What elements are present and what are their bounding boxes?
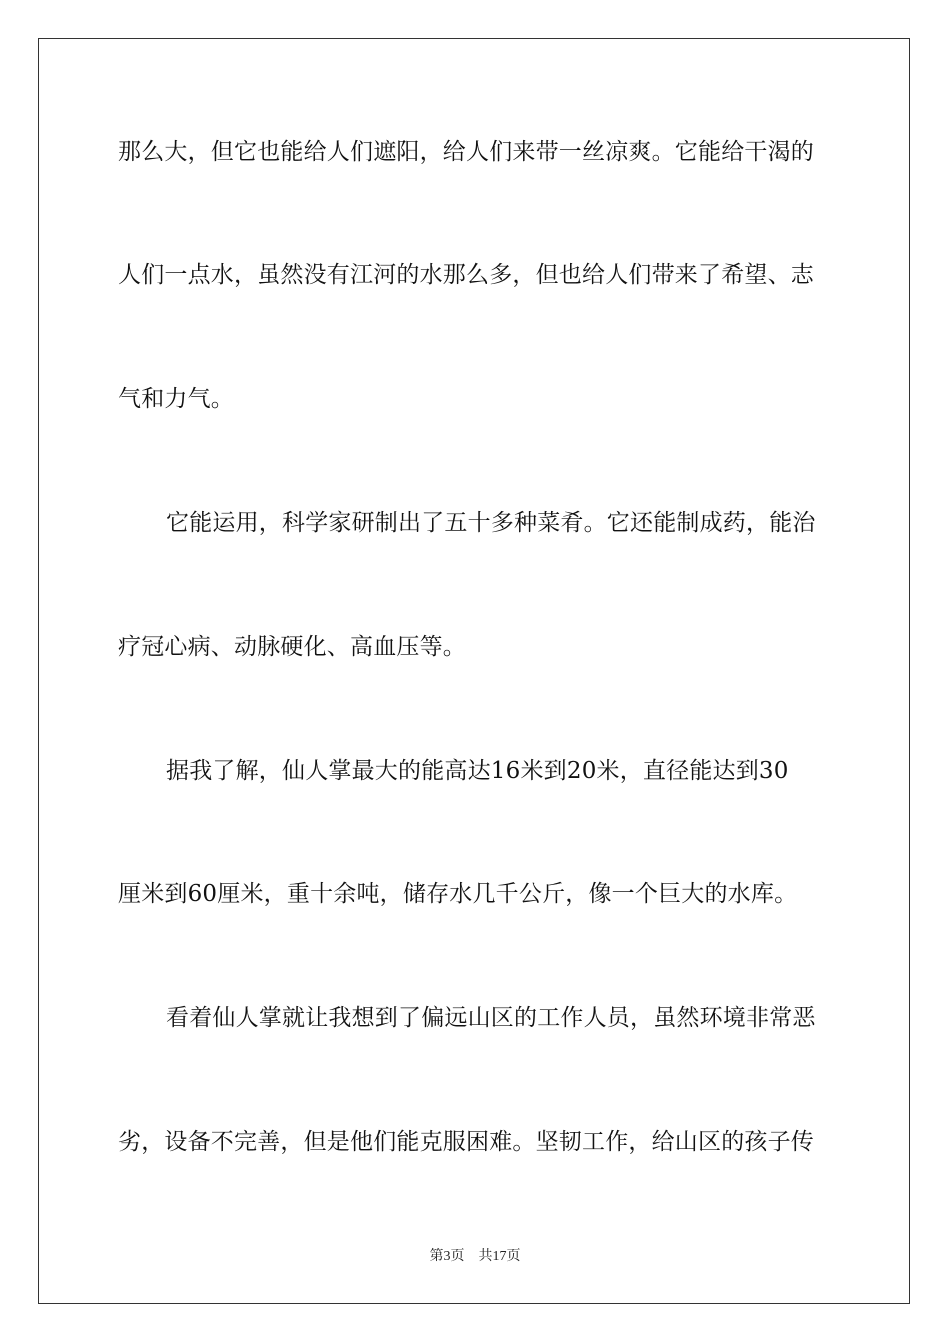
page-border xyxy=(38,38,910,1304)
text-line-8: 看着仙人掌就让我想到了偏远山区的工作人员，虽然环境非常恶 xyxy=(166,1005,816,1031)
text-line-4: 它能运用，科学家研制出了五十多种菜肴。它还能制成药，能治 xyxy=(166,510,816,536)
text-line-5: 疗冠心病、动脉硬化、高血压等。 xyxy=(118,634,466,660)
text-line-1: 那么大，但它也能给人们遮阳，给人们来带一丝凉爽。它能给干渴的 xyxy=(118,139,814,165)
text-line-2: 人们一点水，虽然没有江河的水那么多，但也给人们带来了希望、志 xyxy=(118,262,814,288)
text-line-9: 劣，设备不完善，但是他们能克服困难。坚韧工作，给山区的孩子传 xyxy=(118,1129,814,1155)
text-line-3: 气和力气。 xyxy=(118,386,234,412)
text-line-6: 据我了解，仙人掌最大的能高达16米到20米，直径能达到30 xyxy=(166,758,789,784)
total-pages: 共17页 xyxy=(478,1249,521,1264)
page-footer xyxy=(0,1248,950,1266)
text-line-7: 厘米到60厘米，重十余吨，储存水几千公斤，像一个巨大的水库。 xyxy=(118,881,798,907)
page-number: 第3页 xyxy=(429,1249,465,1264)
